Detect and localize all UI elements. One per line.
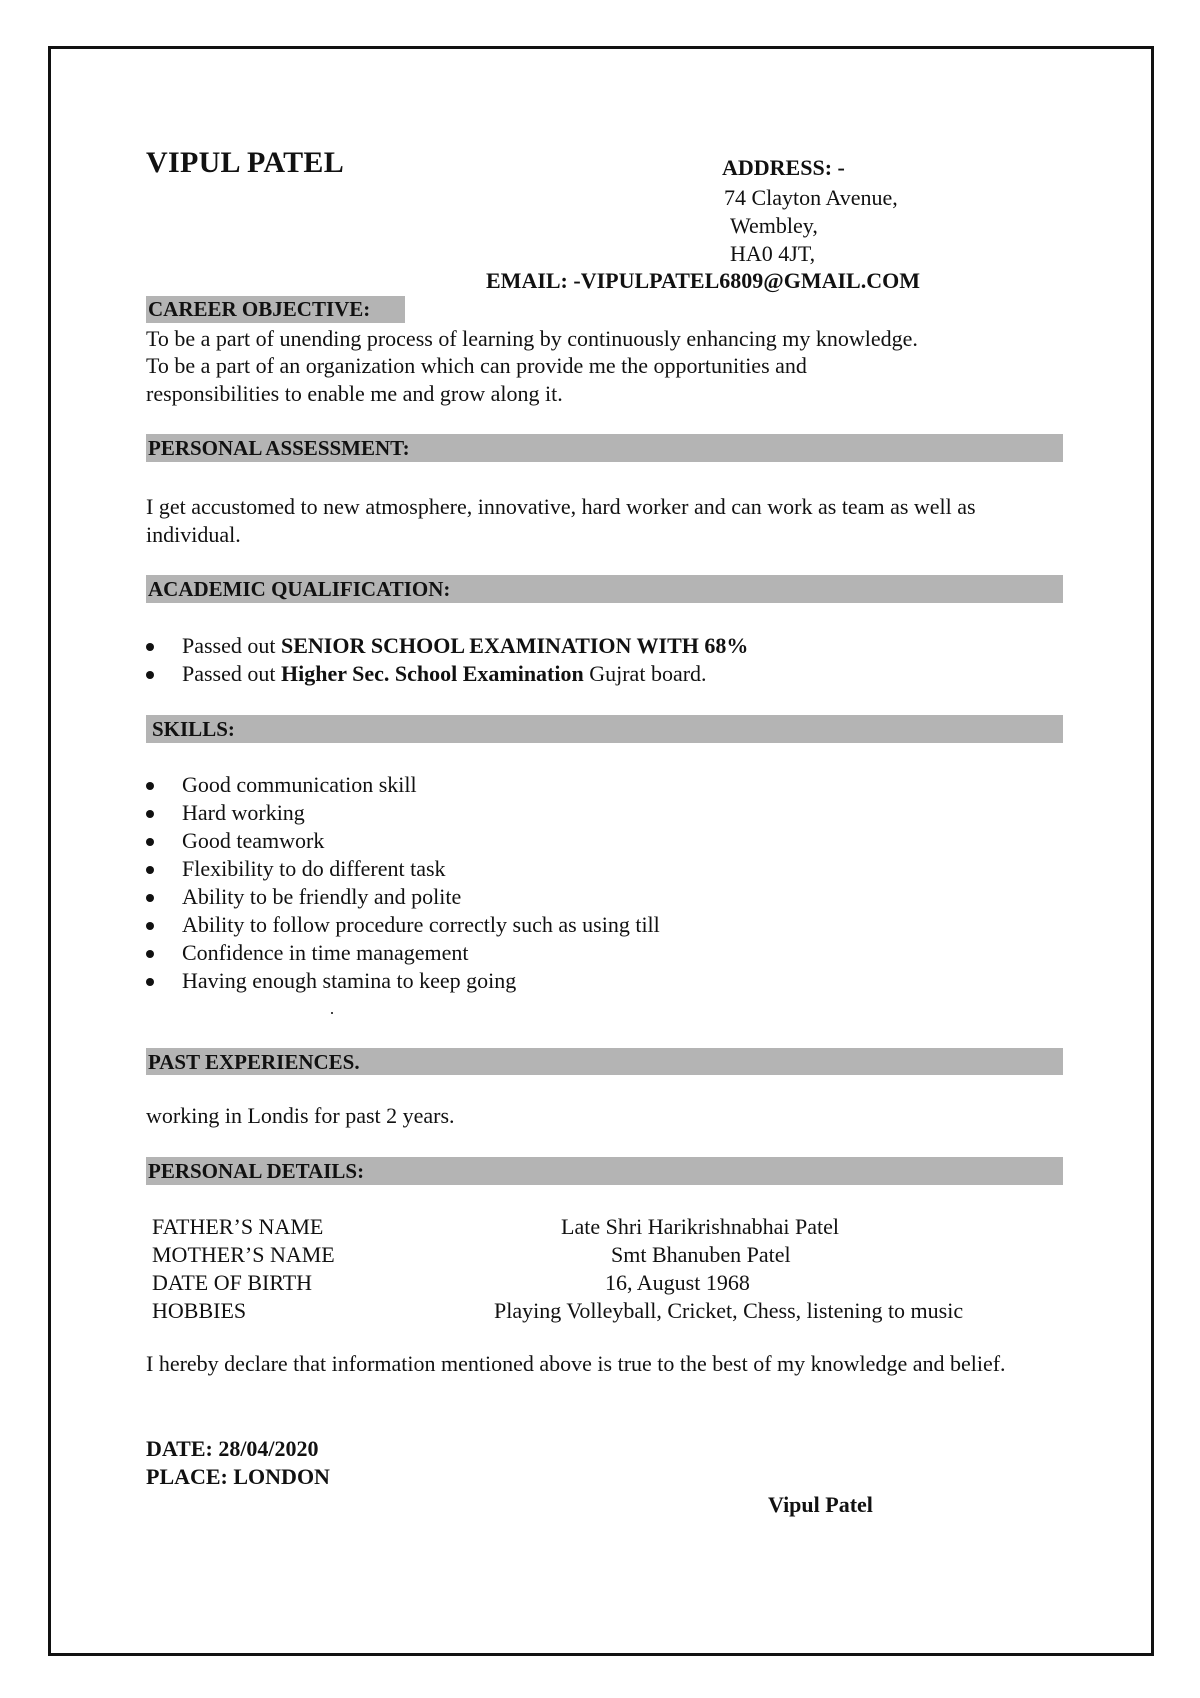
address-line-3: HA0 4JT, bbox=[730, 241, 816, 266]
signature-name: Vipul Patel bbox=[768, 1492, 873, 1517]
stray-dot bbox=[331, 1012, 333, 1014]
bullet-icon bbox=[146, 838, 154, 846]
detail-value-mother: Smt Bhanuben Patel bbox=[611, 1242, 791, 1267]
skill-item bbox=[146, 911, 660, 939]
skill-text: Ability to be friendly and polite bbox=[182, 884, 462, 909]
academic-item-prefix: Passed out bbox=[182, 633, 281, 658]
career-objective-line-2: To be a part of an organization which can provide me the opportunities and bbox=[146, 353, 807, 378]
bullet-icon bbox=[146, 866, 154, 874]
detail-label-mother: MOTHER’S NAME bbox=[152, 1242, 335, 1267]
address-line-2: Wembley, bbox=[730, 213, 818, 238]
personal-details-heading: PERSONAL DETAILS: bbox=[148, 1159, 365, 1183]
skills-list bbox=[146, 771, 660, 995]
skill-item bbox=[146, 771, 660, 799]
skill-item bbox=[146, 799, 660, 827]
personal-assessment-text: I get accustomed to new atmosphere, innovative, hard worker and can work as team as well as individual. bbox=[146, 494, 976, 547]
skills-bar bbox=[146, 715, 1063, 743]
academic-item bbox=[146, 660, 748, 688]
skill-item bbox=[146, 883, 660, 911]
skill-item bbox=[146, 855, 660, 883]
academic-qualification-heading: ACADEMIC QUALIFICATION: bbox=[148, 577, 451, 601]
bullet-icon bbox=[146, 922, 154, 930]
detail-label-dob: DATE OF BIRTH bbox=[152, 1270, 313, 1295]
skill-text: Good communication skill bbox=[182, 772, 417, 797]
personal-assessment-heading: PERSONAL ASSESSMENT: bbox=[148, 436, 410, 460]
career-objective-line-3: responsibilities to enable me and grow along it. bbox=[146, 381, 563, 406]
academic-item-bold: SENIOR SCHOOL EXAMINATION WITH 68% bbox=[281, 633, 749, 658]
email-line: EMAIL: -VIPULPATEL6809@GMAIL.COM bbox=[486, 268, 920, 293]
declaration-date: DATE: 28/04/2020 bbox=[146, 1436, 319, 1461]
skills-heading: SKILLS: bbox=[152, 717, 235, 741]
academic-item-bold: Higher Sec. School Examination bbox=[281, 661, 584, 686]
bullet-icon bbox=[146, 810, 154, 818]
skill-item bbox=[146, 827, 660, 855]
skill-text: Good teamwork bbox=[182, 828, 325, 853]
address-line-1: 74 Clayton Avenue, bbox=[724, 185, 898, 210]
declaration-place: PLACE: LONDON bbox=[146, 1464, 330, 1489]
past-experiences-heading: PAST EXPERIENCES. bbox=[148, 1050, 360, 1074]
skill-text: Having enough stamina to keep going bbox=[182, 968, 517, 993]
bullet-icon bbox=[146, 782, 154, 790]
bullet-icon bbox=[146, 894, 154, 902]
resume-name: VIPUL PATEL bbox=[146, 146, 345, 179]
skill-text: Ability to follow procedure correctly such as using till bbox=[182, 912, 660, 937]
career-objective-heading: CAREER OBJECTIVE: bbox=[148, 297, 371, 321]
declaration-text: I hereby declare that information mentioned above is true to the best of my knowledge and belief. bbox=[146, 1351, 1006, 1376]
detail-label-father: FATHER’S NAME bbox=[152, 1214, 324, 1239]
academic-item-prefix: Passed out bbox=[182, 661, 281, 686]
detail-value-hobbies: Playing Volleyball, Cricket, Chess, listening to music bbox=[494, 1298, 964, 1323]
bullet-icon bbox=[146, 671, 154, 679]
skill-item bbox=[146, 967, 660, 995]
past-experiences-text: working in Londis for past 2 years. bbox=[146, 1103, 455, 1128]
academic-list bbox=[146, 632, 748, 688]
skill-text: Hard working bbox=[182, 800, 305, 825]
skill-text: Confidence in time management bbox=[182, 940, 469, 965]
skill-text: Flexibility to do different task bbox=[182, 856, 446, 881]
skill-item bbox=[146, 939, 660, 967]
detail-value-father: Late Shri Harikrishnabhai Patel bbox=[561, 1214, 839, 1239]
career-objective-line-1: To be a part of unending process of learning by continuously enhancing my knowledge. bbox=[146, 326, 918, 351]
detail-value-dob: 16, August 1968 bbox=[605, 1270, 750, 1295]
address-label: ADDRESS: - bbox=[722, 155, 845, 180]
detail-label-hobbies: HOBBIES bbox=[152, 1298, 247, 1323]
bullet-icon bbox=[146, 978, 154, 986]
bullet-icon bbox=[146, 643, 154, 651]
bullet-icon bbox=[146, 950, 154, 958]
academic-item bbox=[146, 632, 748, 660]
academic-item-suffix: Gujrat board. bbox=[583, 661, 707, 686]
